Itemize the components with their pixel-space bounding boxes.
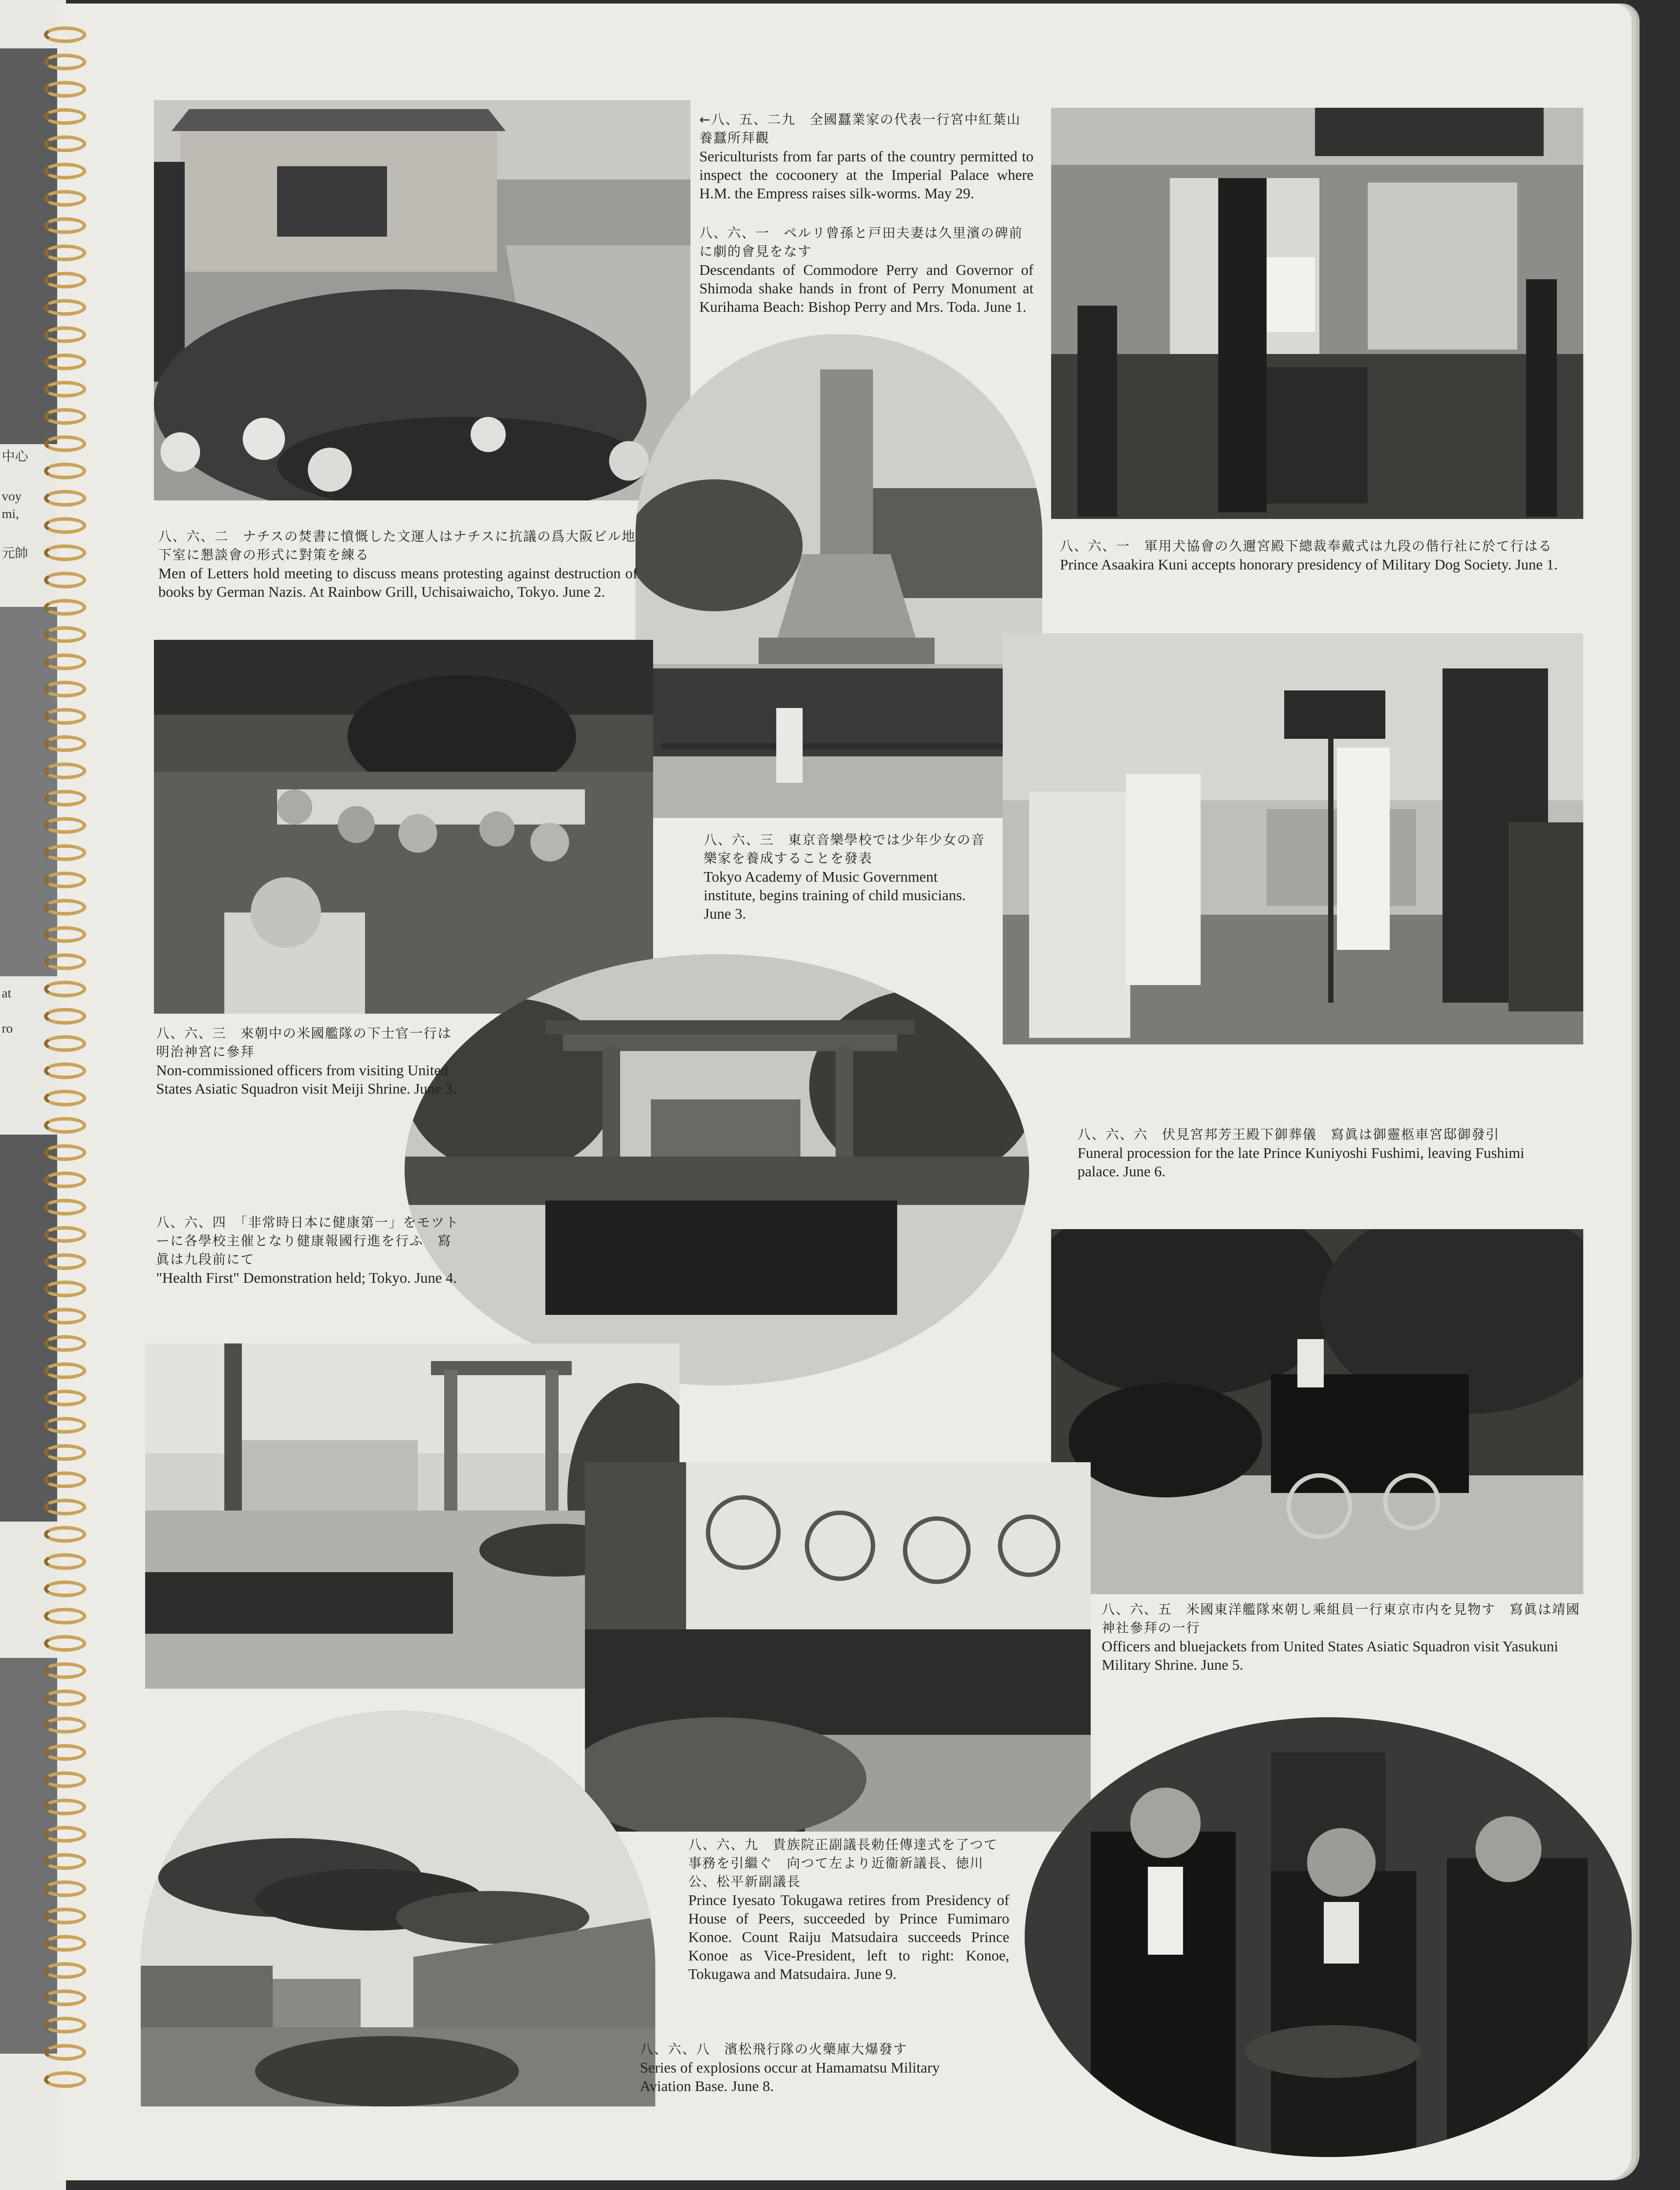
- previous-page-fragment: ro: [2, 1021, 13, 1036]
- binding-ring: [44, 735, 86, 752]
- binding-ring: [44, 517, 86, 534]
- binding-ring: [44, 626, 86, 643]
- binding-ring: [44, 763, 86, 779]
- binding-ring: [44, 1635, 86, 1652]
- caption-meiji-en: Non-commissioned officers from visiting United States Asiatic Squadron visit Meiji Shrine. June 3.: [156, 1062, 457, 1097]
- binding-ring: [44, 1853, 86, 1870]
- caption-military-dog: [1060, 537, 1566, 574]
- binding-ring: [44, 354, 86, 370]
- binding-ring: [44, 572, 86, 588]
- binding-ring: [44, 1253, 86, 1270]
- caption-nazis-jp: 八、六、二 ナチスの焚書に憤慨した文運人はナチスに抗議の爲大阪ビル地下室に懇談會の形式に對策を練る: [158, 529, 636, 563]
- binding-ring: [44, 1444, 86, 1461]
- caption-music-academy: [704, 831, 990, 923]
- caption-hamamatsu-en: Series of explosions occur at Hamamatsu Military Aviation Base. June 8.: [640, 2060, 940, 2095]
- caption-hamamatsu-explosion: [640, 2040, 983, 2096]
- binding-ring: [44, 408, 86, 425]
- binding-ring: [44, 1062, 86, 1079]
- caption-cocoonery-jp: ←八、五、二九 全國蠶業家の代表一行宮中紅葉山養蠶所拜觀: [699, 112, 1021, 146]
- binding-ring: [44, 926, 86, 943]
- binding-ring: [44, 1989, 86, 2006]
- binding-ring: [44, 245, 86, 261]
- caption-yasukuni-en: Officers and bluejackets from United States Asiatic Squadron visit Yasukuni Military Shrine. June 5.: [1102, 1639, 1559, 1673]
- binding-ring: [44, 1335, 86, 1352]
- photo-music-students: [1003, 633, 1583, 1044]
- binding-ring: [44, 1935, 86, 1952]
- caption-perry-jp: 八、六、一 ペルリ曾孫と戸田夫妻は久里濱の碑前に劇的會見をなす: [699, 226, 1023, 259]
- previous-page-fragment: 中心: [2, 449, 28, 464]
- caption-perry-en: Descendants of Commodore Perry and Governor of Shimoda shake hands in front of Perry Monument at Kurihama Beach: Bishop Perry and Mrs. Toda. June 1.: [699, 262, 1034, 315]
- caption-meiji-shrine: [156, 1025, 464, 1099]
- binding-ring: [44, 1172, 86, 1188]
- caption-yasukuni-jp: 八、六、五 米國東洋艦隊來朝し乘組員一行東京市内を見物す 寫眞は靖國神社參拜の一行: [1102, 1602, 1580, 1636]
- binding-ring: [44, 1417, 86, 1434]
- binding-ring: [44, 790, 86, 807]
- caption-tokugawa-jp: 八、六、九 貴族院正副議長勅任傳達式を了つて事務を引繼ぐ 向つて左より近衞新議長、徳川公、松平新副議長: [688, 1837, 998, 1890]
- binding-ring: [44, 435, 86, 452]
- previous-page-fragment: at: [2, 986, 11, 1000]
- binding-ring: [44, 1199, 86, 1215]
- binding-ring: [44, 326, 86, 343]
- binding-ring: [44, 1690, 86, 1706]
- binding-ring: [44, 54, 86, 70]
- binding-ring: [44, 1526, 86, 1543]
- binding-ring: [44, 544, 86, 561]
- caption-music-en: Tokyo Academy of Music Government institute, begins training of child musicians. June 3.: [704, 869, 966, 922]
- binding-ring: [44, 1499, 86, 1515]
- binding-ring: [44, 135, 86, 152]
- caption-yasukuni-shrine: [1102, 1601, 1590, 1675]
- binding-ring: [44, 1826, 86, 1843]
- caption-funeral-en: Funeral procession for the late Prince Kuniyoshi Fushimi, leaving Fushimi palace. June 6.: [1077, 1145, 1525, 1180]
- binding-ring: [44, 272, 86, 288]
- binding-ring: [44, 2071, 86, 2088]
- photo-yasukuni-shrine-visit: [585, 1462, 1091, 1832]
- binding-ring: [44, 1662, 86, 1679]
- binding-ring: [44, 81, 86, 98]
- caption-cocoonery: [699, 111, 1034, 203]
- caption-men-of-letters: [158, 528, 638, 602]
- binding-ring: [44, 190, 86, 207]
- binding-ring: [44, 1717, 86, 1734]
- caption-house-of-peers: [688, 1836, 1009, 1984]
- caption-health-jp: 八、六、四 「非常時日本に健康第一」をモツトーに各學校主催となり健康報國行進を行ふ 寫眞は九段前にて: [156, 1215, 459, 1267]
- caption-perry-monument: [699, 224, 1034, 317]
- caption-funeral-jp: 八、六、六 伏見宮邦芳王殿下御葬儀 寫眞は御靈柩車宮邸御發引: [1077, 1127, 1500, 1142]
- binding-ring: [44, 953, 86, 970]
- binding-ring: [44, 2017, 86, 2033]
- photo-meiji-shrine-visit: [405, 954, 1029, 1385]
- binding-ring: [44, 1908, 86, 1924]
- binding-ring: [44, 108, 86, 125]
- binding-ring: [44, 1799, 86, 1815]
- binding-ring: [44, 1117, 86, 1134]
- binding-ring: [44, 1771, 86, 1788]
- caption-music-jp: 八、六、三 東京音樂學校では少年少女の音樂家を養成することを發表: [704, 832, 985, 866]
- binding-ring: [44, 1744, 86, 1761]
- binding-ring: [44, 1608, 86, 1624]
- binding-ring: [44, 899, 86, 916]
- binding-ring: [44, 1880, 86, 1897]
- binding-ring: [44, 163, 86, 179]
- spiral-binding: [44, 26, 97, 2137]
- binding-ring: [44, 1281, 86, 1297]
- binding-ring: [44, 26, 86, 43]
- binding-ring: [44, 217, 86, 234]
- binding-ring: [44, 1471, 86, 1488]
- caption-tokugawa-en: Prince Iyesato Tokugawa retires from Presidency of House of Peers, succeeded by Prince Fumimaro Konoe. Count Raiju Matsudaira succeeds Prince Konoe as Vice-President, left to right: Konoe, Tokugawa and Matsudaira. June 9.: [688, 1892, 1009, 1982]
- binding-ring: [44, 1226, 86, 1243]
- binding-ring: [44, 708, 86, 725]
- photo-military-dog-society: [1051, 108, 1583, 519]
- binding-ring: [44, 817, 86, 834]
- binding-ring: [44, 299, 86, 316]
- caption-military-dog-en: Prince Asaakira Kuni accepts honorary presidency of Military Dog Society. June 1.: [1060, 557, 1558, 573]
- binding-ring: [44, 1962, 86, 1979]
- binding-ring: [44, 844, 86, 861]
- binding-ring: [44, 2044, 86, 2061]
- binding-ring: [44, 599, 86, 616]
- binding-ring: [44, 1362, 86, 1379]
- photo-hamamatsu-explosion: [141, 1711, 655, 2106]
- previous-page-fragment: mi,: [2, 507, 19, 521]
- binding-ring: [44, 681, 86, 697]
- binding-ring: [44, 1008, 86, 1025]
- caption-health-first: [156, 1214, 460, 1288]
- binding-ring: [44, 1553, 86, 1570]
- photo-perry-monument: [635, 334, 1042, 818]
- caption-military-dog-jp: 八、六、一 軍用犬協會の久邇宮殿下總裁奉戴式は九段の偕行社に於て行はる: [1060, 539, 1552, 554]
- binding-ring: [44, 381, 86, 398]
- previous-page-fragment: 元帥: [2, 546, 28, 561]
- photo-cocoonery-visit: [154, 100, 690, 500]
- caption-health-en: "Health First" Demonstration held; Tokyo. June 4.: [156, 1270, 457, 1286]
- caption-fushimi-funeral: [1077, 1126, 1566, 1181]
- binding-ring: [44, 1035, 86, 1052]
- previous-page-fragment: voy: [2, 489, 22, 504]
- binding-ring: [44, 463, 86, 479]
- caption-hamamatsu-jp: 八、六、八 濱松飛行隊の火藥庫大爆發す: [640, 2042, 907, 2057]
- caption-meiji-jp: 八、六、三 來朝中の米國艦隊の下士官一行は明治神宮に參拜: [156, 1026, 452, 1060]
- binding-ring: [44, 872, 86, 888]
- binding-ring: [44, 1308, 86, 1325]
- caption-nazis-en: Men of Letters hold meeting to discuss means protesting against destruction of books by German Nazis. At Rainbow Grill, Uchisaiwaicho, Tokyo. June 2.: [158, 566, 638, 600]
- binding-ring: [44, 1390, 86, 1406]
- binding-ring: [44, 1144, 86, 1161]
- photo-fushimi-funeral-procession: [1051, 1229, 1583, 1594]
- binding-ring: [44, 1580, 86, 1597]
- binding-ring: [44, 490, 86, 507]
- photo-house-of-peers-leaders: [1025, 1717, 1632, 2157]
- binding-ring: [44, 653, 86, 670]
- caption-cocoonery-en: Sericulturists from far parts of the country permitted to inspect the cocoonery at the Imperial Palace where H.M. the Empress raises silk-worms. May 29.: [699, 149, 1034, 202]
- binding-ring: [44, 1090, 86, 1106]
- binding-ring: [44, 981, 86, 997]
